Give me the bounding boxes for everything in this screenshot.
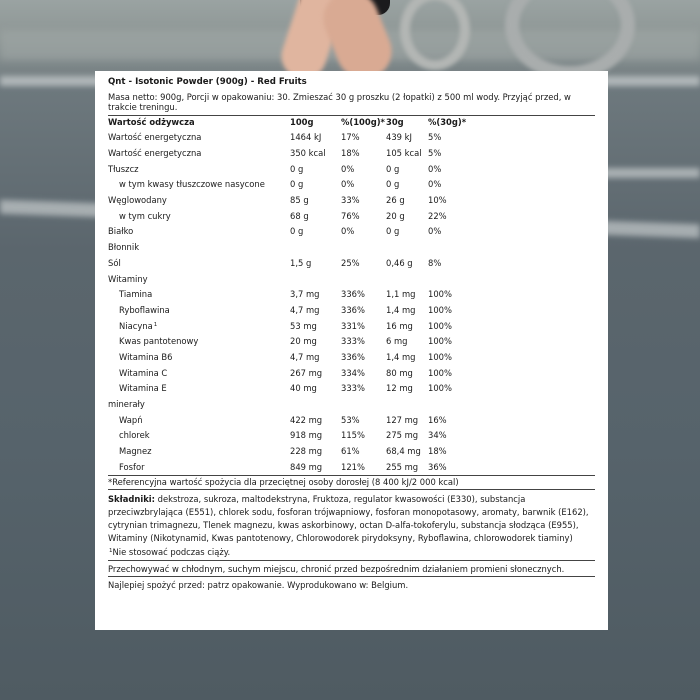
value-per-100g xyxy=(290,428,341,444)
value-per-30g-text: 12 mg xyxy=(386,383,413,394)
value-per-30g xyxy=(386,334,428,350)
percent-per-30g xyxy=(428,334,595,350)
percent-per-100g xyxy=(341,428,386,444)
nutrient-name xyxy=(108,302,290,318)
percent-per-100g xyxy=(341,224,386,240)
percent-per-30g xyxy=(428,365,595,381)
nutrient-name-text: Kwas pantotenowy xyxy=(119,336,199,347)
value-per-30g-text: 0 g xyxy=(386,163,400,174)
percent-per-100g-text: 53% xyxy=(341,414,360,425)
table-row xyxy=(108,412,595,428)
value-per-100g-text: 849 mg xyxy=(290,461,323,472)
percent-per-30g-text: 0% xyxy=(428,179,442,190)
percent-per-30g-text: 100% xyxy=(428,304,452,315)
percent-per-30g xyxy=(428,224,595,240)
value-per-30g xyxy=(386,459,428,475)
percent-per-30g xyxy=(428,412,595,428)
percent-per-100g xyxy=(341,255,386,271)
percent-per-30g-text: 100% xyxy=(428,367,452,378)
value-per-100g-text: 3,7 mg xyxy=(290,289,320,300)
table-row xyxy=(108,130,595,146)
value-per-30g xyxy=(386,318,428,334)
value-per-30g xyxy=(386,428,428,444)
percent-per-30g xyxy=(428,302,595,318)
percent-per-100g xyxy=(341,412,386,428)
table-row xyxy=(108,145,595,161)
percent-per-30g xyxy=(428,287,595,303)
value-per-100g xyxy=(290,177,341,193)
value-per-100g-text: 422 mg xyxy=(290,414,323,425)
header-percent-30g: %(30g)* xyxy=(428,117,467,128)
table-row xyxy=(108,287,595,303)
value-per-100g xyxy=(290,459,341,475)
value-per-100g xyxy=(290,396,341,412)
value-per-100g-text: 53 mg xyxy=(290,320,317,331)
percent-per-30g-text: 0% xyxy=(428,163,442,174)
value-per-100g-text: 228 mg xyxy=(290,446,323,457)
value-per-30g-text: 0,46 g xyxy=(386,257,413,268)
nutrient-name-text: Witamina B6 xyxy=(119,351,173,362)
table-row xyxy=(108,224,595,240)
percent-per-100g-text: 336% xyxy=(341,304,365,315)
nutrient-name xyxy=(108,459,290,475)
value-per-30g-text: 68,4 mg xyxy=(386,446,421,457)
percent-per-30g xyxy=(428,318,595,334)
nutrient-name xyxy=(108,240,290,256)
nutrient-name xyxy=(108,224,290,240)
nutrient-name xyxy=(108,192,290,208)
percent-per-30g-text: 36% xyxy=(428,461,447,472)
nutrient-name xyxy=(108,412,290,428)
value-per-100g xyxy=(290,130,341,146)
nutrient-name-text: Błonnik xyxy=(108,242,140,253)
footnote-marker: 1 xyxy=(153,321,158,328)
value-per-100g xyxy=(290,443,341,459)
table-row xyxy=(108,428,595,444)
nutrient-name-text: w tym kwasy tłuszczowe nasycone xyxy=(119,179,265,190)
percent-per-100g-text: 333% xyxy=(341,336,365,347)
value-per-30g xyxy=(386,224,428,240)
percent-per-100g-text: 331% xyxy=(341,320,365,331)
percent-per-30g-text: 8% xyxy=(428,257,442,268)
value-per-30g xyxy=(386,161,428,177)
nutrient-name-text: Sól xyxy=(108,257,121,268)
value-per-30g-text: 26 g xyxy=(386,195,405,206)
nutrient-name xyxy=(108,271,290,287)
percent-per-30g xyxy=(428,459,595,475)
percent-per-30g-text: 18% xyxy=(428,446,447,457)
percent-per-100g xyxy=(341,145,386,161)
percent-per-100g xyxy=(341,287,386,303)
percent-per-30g xyxy=(428,130,595,146)
value-per-30g xyxy=(386,349,428,365)
table-row xyxy=(108,177,595,193)
value-per-30g xyxy=(386,271,428,287)
value-per-100g xyxy=(290,224,341,240)
value-per-100g-text: 1464 kJ xyxy=(290,132,322,143)
value-per-100g xyxy=(290,287,341,303)
nutrient-name-text: Witamina C xyxy=(119,367,168,378)
percent-per-100g-text: 336% xyxy=(341,351,365,362)
value-per-30g-text: 1,4 mg xyxy=(386,351,416,362)
nutrient-name xyxy=(108,334,290,350)
nutrient-name xyxy=(108,177,290,193)
percent-per-30g-text: 5% xyxy=(428,148,442,159)
nutrient-name-text: Fosfor xyxy=(119,461,145,472)
value-per-100g xyxy=(290,302,341,318)
table-row xyxy=(108,302,595,318)
ingredients-label: Składniki: xyxy=(108,494,155,505)
value-per-30g-text: 105 kcal xyxy=(386,148,422,159)
percent-per-100g xyxy=(341,365,386,381)
ingredients-section xyxy=(108,490,595,547)
value-per-30g xyxy=(386,145,428,161)
value-per-100g-text: 68 g xyxy=(290,210,309,221)
value-per-100g-text: 4,7 mg xyxy=(290,304,320,315)
divider xyxy=(108,475,595,476)
percent-per-100g xyxy=(341,240,386,256)
value-per-100g-text: 40 mg xyxy=(290,383,317,394)
value-per-30g xyxy=(386,365,428,381)
value-per-30g-text: 0 g xyxy=(386,179,400,190)
percent-per-100g-text: 333% xyxy=(341,383,365,394)
value-per-30g xyxy=(386,443,428,459)
table-row xyxy=(108,271,595,287)
nutrient-name xyxy=(108,287,290,303)
percent-per-100g-text: 334% xyxy=(341,367,365,378)
value-per-100g-text: 0 g xyxy=(290,163,304,174)
nutrition-label-panel xyxy=(95,71,608,630)
value-per-30g-text: 275 mg xyxy=(386,430,419,441)
percent-per-100g xyxy=(341,177,386,193)
product-title: Qnt - Isotonic Powder (900g) - Red Fruits xyxy=(108,77,307,87)
percent-per-30g-text: 16% xyxy=(428,414,447,425)
value-per-30g xyxy=(386,412,428,428)
value-per-30g-text: 1,4 mg xyxy=(386,304,416,315)
nutrient-name xyxy=(108,381,290,397)
percent-per-30g-text: 100% xyxy=(428,289,452,300)
value-per-100g-text: 1,5 g xyxy=(290,257,312,268)
percent-per-30g xyxy=(428,255,595,271)
value-per-30g-text: 80 mg xyxy=(386,367,413,378)
value-per-100g xyxy=(290,271,341,287)
percent-per-30g xyxy=(428,161,595,177)
percent-per-30g xyxy=(428,271,595,287)
table-row xyxy=(108,208,595,224)
percent-per-30g-text: 0% xyxy=(428,226,442,237)
value-per-100g-text: 350 kcal xyxy=(290,148,326,159)
table-row xyxy=(108,334,595,350)
nutrient-name xyxy=(108,161,290,177)
value-per-100g xyxy=(290,240,341,256)
percent-per-100g-text: 121% xyxy=(341,461,365,472)
percent-per-30g-text: 100% xyxy=(428,320,452,331)
value-per-30g xyxy=(386,381,428,397)
percent-per-30g-text: 100% xyxy=(428,383,452,394)
value-per-30g-text: 1,1 mg xyxy=(386,289,416,300)
nutrient-name-text: chlorek xyxy=(119,430,150,441)
table-row xyxy=(108,459,595,475)
nutrient-name-text: Białko xyxy=(108,226,134,237)
percent-per-30g-text: 10% xyxy=(428,195,447,206)
ingredients-text: dekstroza, sukroza, maltodekstryna, Fruktoza, regulator kwasowości (E330), substancja przeciwzbrylająca (E551), chlorek sodu, fosforan trójwapniowy, fosforan monopotasowy, aromaty, barwnik (E162), cytrynian trimagnezu, Tlenek magnezu, kwas askorbinowy, octan D-alfa-tokoferylu, substancja słodząca (E955), Witaminy (Nikotynamid, Kwas pantotenowy, Chlorowodorek pirydoksyny, Ryboflawina, chlorowodorek tiaminy) xyxy=(108,494,589,544)
nutrient-name-text: Wartość energetyczna xyxy=(108,148,202,159)
value-per-100g xyxy=(290,145,341,161)
table-row xyxy=(108,240,595,256)
value-per-100g xyxy=(290,161,341,177)
percent-per-100g-text: 336% xyxy=(341,289,365,300)
value-per-100g-text: 20 mg xyxy=(290,336,317,347)
value-per-100g-text: 0 g xyxy=(290,226,304,237)
percent-per-100g xyxy=(341,334,386,350)
percent-per-100g-text: 0% xyxy=(341,163,355,174)
value-per-30g-text: 20 g xyxy=(386,210,405,221)
pregnancy-warning xyxy=(108,547,595,560)
value-per-100g xyxy=(290,208,341,224)
value-per-30g xyxy=(386,396,428,412)
nutrient-name-text: w tym cukry xyxy=(119,210,171,221)
percent-per-30g xyxy=(428,192,595,208)
value-per-30g xyxy=(386,287,428,303)
nutrient-name-text: Witaminy xyxy=(108,273,148,284)
table-row xyxy=(108,161,595,177)
percent-per-100g-text: 33% xyxy=(341,195,360,206)
table-row xyxy=(108,192,595,208)
percent-per-100g xyxy=(341,271,386,287)
header-nutrient: Wartość odżywcza xyxy=(108,117,195,128)
value-per-30g-text: 16 mg xyxy=(386,320,413,331)
nutrient-name xyxy=(108,365,290,381)
nutrient-name-text: Wapń xyxy=(119,414,143,425)
percent-per-100g xyxy=(341,381,386,397)
percent-per-30g-text: 34% xyxy=(428,430,447,441)
nutrient-name xyxy=(108,349,290,365)
percent-per-100g xyxy=(341,318,386,334)
percent-per-30g-text: 5% xyxy=(428,132,442,143)
percent-per-100g xyxy=(341,208,386,224)
value-per-30g-text: 127 mg xyxy=(386,414,419,425)
value-per-30g-text: 0 g xyxy=(386,226,400,237)
nutrient-name xyxy=(108,255,290,271)
table-row xyxy=(108,443,595,459)
value-per-100g xyxy=(290,349,341,365)
value-per-100g-text: 918 mg xyxy=(290,430,323,441)
value-per-100g xyxy=(290,318,341,334)
percent-per-100g-text: 0% xyxy=(341,179,355,190)
storage-info: Przechowywać w chłodnym, suchym miejscu, chronić przed bezpośrednim działaniem promieni słonecznych. xyxy=(108,563,565,574)
value-per-30g xyxy=(386,255,428,271)
percent-per-30g xyxy=(428,428,595,444)
percent-per-30g xyxy=(428,145,595,161)
header-per-100g: 100g xyxy=(290,117,314,128)
percent-per-100g-text: 18% xyxy=(341,148,360,159)
nutrient-name xyxy=(108,145,290,161)
nutrient-name-text: Ryboflawina xyxy=(119,304,170,315)
value-per-30g-text: 255 mg xyxy=(386,461,419,472)
product-intro: Masa netto: 900g, Porcji w opakowaniu: 30. Zmieszać 30 g proszku (2 łopatki) z 500 ml wody. Przyjąć przed, w trakcie treningu. xyxy=(108,91,571,113)
value-per-100g xyxy=(290,412,341,428)
percent-per-100g xyxy=(341,349,386,365)
nutrition-table-body xyxy=(108,130,595,475)
table-row xyxy=(108,255,595,271)
value-per-30g xyxy=(386,302,428,318)
percent-per-100g xyxy=(341,396,386,412)
percent-per-30g xyxy=(428,396,595,412)
value-per-30g xyxy=(386,177,428,193)
nutrient-name xyxy=(108,318,290,334)
value-per-100g xyxy=(290,381,341,397)
nutrient-name xyxy=(108,396,290,412)
warning-text: Nie stosować podczas ciąży. xyxy=(112,547,231,558)
nutrient-name xyxy=(108,428,290,444)
nutrient-name-text: Tłuszcz xyxy=(108,163,139,174)
value-per-30g-text: 439 kJ xyxy=(386,132,412,143)
nutrient-name-text: Niacyna xyxy=(119,320,153,331)
reference-footnote: *Referencyjna wartość spożycia dla przeciętnej osoby dorosłej (8 400 kJ/2 000 kcal) xyxy=(108,476,459,487)
percent-per-100g xyxy=(341,161,386,177)
percent-per-30g-text: 22% xyxy=(428,210,447,221)
percent-per-100g-text: 61% xyxy=(341,446,360,457)
nutrient-name xyxy=(108,208,290,224)
percent-per-100g-text: 25% xyxy=(341,257,360,268)
nutrition-table xyxy=(108,116,595,475)
percent-per-100g xyxy=(341,130,386,146)
value-per-100g xyxy=(290,192,341,208)
nutrient-name-text: Tiamina xyxy=(119,289,153,300)
background-tire xyxy=(505,0,635,80)
percent-per-100g xyxy=(341,302,386,318)
value-per-100g-text: 267 mg xyxy=(290,367,323,378)
nutrient-name xyxy=(108,130,290,146)
nutrition-table-header xyxy=(108,116,595,130)
percent-per-30g-text: 100% xyxy=(428,336,452,347)
value-per-30g xyxy=(386,192,428,208)
nutrient-name-text: Węglowodany xyxy=(108,195,167,206)
value-per-100g-text: 4,7 mg xyxy=(290,351,320,362)
header-percent-100g: %(100g)* xyxy=(341,117,385,128)
table-row xyxy=(108,349,595,365)
nutrient-name-text: Wartość energetyczna xyxy=(108,132,202,143)
percent-per-30g xyxy=(428,349,595,365)
percent-per-30g xyxy=(428,208,595,224)
value-per-30g xyxy=(386,240,428,256)
value-per-30g xyxy=(386,208,428,224)
percent-per-30g-text: 100% xyxy=(428,351,452,362)
percent-per-30g xyxy=(428,240,595,256)
value-per-100g xyxy=(290,334,341,350)
percent-per-100g-text: 115% xyxy=(341,430,365,441)
nutrient-name-text: minerały xyxy=(108,399,145,410)
value-per-100g-text: 0 g xyxy=(290,179,304,190)
value-per-100g xyxy=(290,365,341,381)
percent-per-100g-text: 0% xyxy=(341,226,355,237)
percent-per-30g xyxy=(428,443,595,459)
value-per-100g-text: 85 g xyxy=(290,195,309,206)
percent-per-100g xyxy=(341,192,386,208)
value-per-30g-text: 6 mg xyxy=(386,336,408,347)
nutrient-name-text: Witamina E xyxy=(119,383,167,394)
table-row xyxy=(108,381,595,397)
header-per-30g: 30g xyxy=(386,117,404,128)
table-row xyxy=(108,318,595,334)
value-per-30g xyxy=(386,130,428,146)
percent-per-100g-text: 17% xyxy=(341,132,360,143)
table-row xyxy=(108,396,595,412)
nutrient-name xyxy=(108,443,290,459)
value-per-100g xyxy=(290,255,341,271)
percent-per-30g xyxy=(428,177,595,193)
percent-per-100g-text: 76% xyxy=(341,210,360,221)
percent-per-100g xyxy=(341,443,386,459)
table-row xyxy=(108,365,595,381)
best-before-info: Najlepiej spożyć przed: patrz opakowanie. Wyprodukowano w: Belgium. xyxy=(108,580,409,591)
warning-marker: 1 xyxy=(109,548,113,555)
percent-per-30g xyxy=(428,381,595,397)
percent-per-100g xyxy=(341,459,386,475)
nutrient-name-text: Magnez xyxy=(119,446,152,457)
